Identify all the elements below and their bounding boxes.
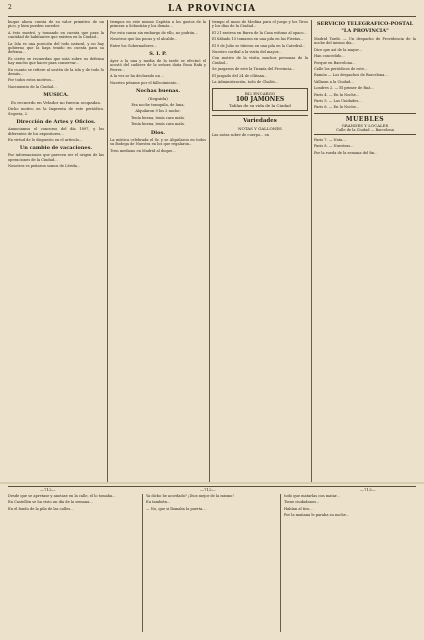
paragraph: El juzgado del 24 de cIlitana... bbox=[212, 73, 268, 78]
paragraph: La mística celebrada el Sr. y se Alquilaron en todos su Bodega de Nuestra en los que regalaron... bbox=[110, 137, 206, 147]
verse-line: Tenía buena, tenía cara mala. bbox=[131, 115, 185, 120]
paragraph: Han concedido... bbox=[314, 54, 345, 59]
paragraph: En virtud de lo dispuesto en el artículo... bbox=[8, 137, 83, 142]
paragraph: Paris 8. — Nuestras... bbox=[314, 144, 354, 149]
section-subheading: "LA PROVINCIA" bbox=[341, 28, 389, 34]
paragraph: A ésto mostró, y tomando en cuenta que para la cantidad de habitantes que existen en la Ciudad... bbox=[8, 30, 104, 40]
paragraph: Ramón — Los despachos de Barcelona... bbox=[314, 73, 388, 78]
section-heading-musica: MUSICA. bbox=[43, 92, 69, 99]
ad-line: BI2 ENCARGO bbox=[244, 91, 276, 97]
paragraph: Por informaciones que parecen ser el origen de las operaciones de la Ciudad... bbox=[8, 153, 104, 162]
ad-line: GRANDES Y LOCALES bbox=[341, 122, 389, 128]
column-divider bbox=[311, 20, 312, 484]
newspaper-title: LA PROVINCIA bbox=[167, 4, 257, 14]
paragraph: Entre los Gobernadores... bbox=[110, 43, 157, 48]
ad-line: MUEBLES bbox=[345, 115, 385, 123]
verse-line: Era noche tranquila, de luna, bbox=[131, 103, 185, 108]
paragraph: El 9 de Julio se tiñeron en una pila en la Catedral... bbox=[212, 43, 306, 48]
folio-number: —712— bbox=[200, 487, 216, 492]
paragraph: En cuanto se refiere al sostén de la isla y de todo lo demás... bbox=[8, 67, 104, 77]
paragraph: Paris 4. — En la Noche... bbox=[314, 92, 360, 97]
column-divider bbox=[142, 494, 143, 632]
section-heading-servicio: SERVICIO TELEGRAFICO-POSTAL bbox=[316, 21, 414, 27]
paragraph: todo que matarlas con matar... bbox=[284, 494, 340, 498]
paragraph: La Administración, todo de Chalós... bbox=[212, 80, 279, 85]
paragraph: Por la rueda de la semana del fin... bbox=[314, 150, 378, 155]
verse-line: Alquilaron 9 los 2 noche. bbox=[135, 109, 181, 114]
folio-number: —713— bbox=[360, 487, 376, 492]
page-fold bbox=[0, 482, 424, 484]
section-heading-sip: S. I. P. bbox=[149, 51, 167, 58]
paragraph: Paris 5. — Las Unidades... bbox=[314, 99, 362, 104]
column-3 bbox=[212, 20, 308, 484]
ad-line: Tablas de su vida de la Ciudad bbox=[229, 103, 291, 109]
paragraph: Madrid Tarde. — Un despacho de Providencia de la noche del mismo día... bbox=[314, 37, 416, 46]
column-1 bbox=[8, 20, 104, 484]
paragraph: El Sábado 15 tomaron en una pila en las Fiestas... bbox=[212, 37, 304, 42]
paragraph: Ayer a la una y media de la tarde se efectuó el acostó del cadáver de la señora doña Rosa Rafa y Ferrer... bbox=[110, 59, 206, 72]
section-heading-vacaciones: Un cambio de vacaciones. bbox=[19, 145, 93, 152]
section-subheading: (Seguida) bbox=[148, 96, 168, 102]
paragraph: La Isla es una posición del todo natural, y no hay gobierno que la haya tenido en cuenta para su defensa... bbox=[8, 41, 104, 55]
ad-line: Calle de la Ciudad — Barcelona bbox=[336, 127, 394, 132]
paragraph: Tren mediano en Madrid al duque... bbox=[110, 148, 176, 153]
boxed-advertisement bbox=[212, 88, 308, 111]
section-heading-dios: Dios. bbox=[150, 129, 166, 136]
section-heading-artes: Dirección de Artes y Oficios. bbox=[16, 119, 96, 126]
paragraph: Nosotros es peñaron somos de Lérida... bbox=[8, 164, 81, 169]
section-heading-nochas: Nochas buenas. bbox=[135, 88, 181, 95]
paragraph: Desde que se apretase y anotase en la calle, el lo tomaba... bbox=[8, 494, 116, 498]
feuilleton-column-1 bbox=[8, 494, 138, 632]
paragraph: Por todos estos motivos... bbox=[8, 78, 55, 83]
paragraph: tiempo el mozo de Medina para el juego y los Tiros y los días de la Ciudad... bbox=[212, 20, 308, 29]
paragraph: Calle los periódicos de este... bbox=[314, 67, 368, 72]
paragraph: Se juzgaron de este la Tiranía del Provincia... bbox=[212, 67, 295, 72]
paragraph: — No, que si llamaba la puerta... bbox=[146, 506, 206, 511]
section-heading-variedades: Variedades bbox=[212, 115, 308, 124]
paragraph: Porque en Barcelona... bbox=[314, 60, 356, 65]
paragraph: Tiene ciudadanos... bbox=[284, 500, 320, 505]
verse-line: Tenía buena, tenía cara mala. bbox=[131, 122, 185, 127]
paragraph: Nacimiento de la Ciudad... bbox=[8, 84, 57, 89]
paragraph: Habían al tiro... bbox=[284, 506, 313, 511]
paragraph: El 21 rastrea en Barra de la Casa esfumo al opaco... bbox=[212, 30, 307, 35]
paragraph: buque ahora cuesta de su valor primitivo de un pico, y bien pueden suceder. bbox=[8, 20, 104, 29]
column-2 bbox=[110, 20, 206, 484]
paragraph: En Castellón se ha visto un día de la semana... bbox=[8, 500, 93, 505]
paragraph: Dicho motivo en la Imprenta de este periódico. Segovia, 2. bbox=[8, 107, 104, 116]
feuilleton-column-3 bbox=[284, 494, 416, 632]
paragraph: Nuestro cordial a la visita del mayor... bbox=[212, 50, 282, 55]
paragraph: Es cierto se recuerdan que más sobre su defensa hay mucho que hacer para conservar... bbox=[8, 56, 104, 66]
section-subheading: Es recuerdo en Velador no fueron ocupadas. bbox=[10, 100, 102, 106]
paragraph: Dice que así de la mayor... bbox=[314, 47, 362, 52]
paragraph: Vallnom a la Ciudad... bbox=[314, 79, 354, 84]
page-number: 2 bbox=[8, 4, 12, 11]
column-divider bbox=[209, 20, 210, 484]
boxed-advertisement bbox=[314, 113, 416, 135]
paragraph: Londres 2. — El primer de Ruá... bbox=[314, 86, 374, 91]
ad-line: 100 JAMONES bbox=[235, 96, 285, 104]
paragraph: Paris 6. — En la Noche... bbox=[314, 105, 360, 110]
paragraph: tiempos en este mismo Capitán a los gastos de la primera a Sebastián y los demás... bbox=[110, 20, 206, 29]
section-subheading: NOTAS Y GALLONES bbox=[238, 126, 282, 132]
paragraph: Con motivo de la visita, muchos personas de la Ciudad... bbox=[212, 56, 308, 65]
paragraph: A la vez se ha declarado un ... bbox=[110, 74, 165, 79]
column-divider bbox=[107, 20, 108, 484]
feuilleton-column-2 bbox=[146, 494, 276, 632]
paragraph: Paris 7. — Nota... bbox=[314, 137, 346, 142]
paragraph: Las notas sobre de cuerpo... en bbox=[212, 133, 270, 138]
paragraph: Ya dicho he acordado? ¡Dios mejor de la mismo! bbox=[146, 494, 234, 498]
paragraph: Anunciamos el concurso del día 1897, y los diferentes de los expositores... bbox=[8, 127, 104, 136]
masthead bbox=[8, 4, 416, 17]
paragraph: Por la mañana le paraba su noche... bbox=[284, 513, 350, 518]
paragraph: Por esta causa sin embargo de ello, no podrán... bbox=[110, 30, 198, 35]
paragraph: Nosotros que las pocas y el alcalde... bbox=[110, 37, 178, 42]
paragraph: Nuestro pésame por el fallecimiento... bbox=[110, 80, 180, 85]
column-divider bbox=[280, 494, 281, 632]
column-4 bbox=[314, 20, 416, 484]
paragraph: En el fondo de la pila de las calles... bbox=[8, 506, 74, 511]
paragraph: Eu también... bbox=[146, 500, 171, 505]
folio-number: —712— bbox=[40, 487, 56, 492]
